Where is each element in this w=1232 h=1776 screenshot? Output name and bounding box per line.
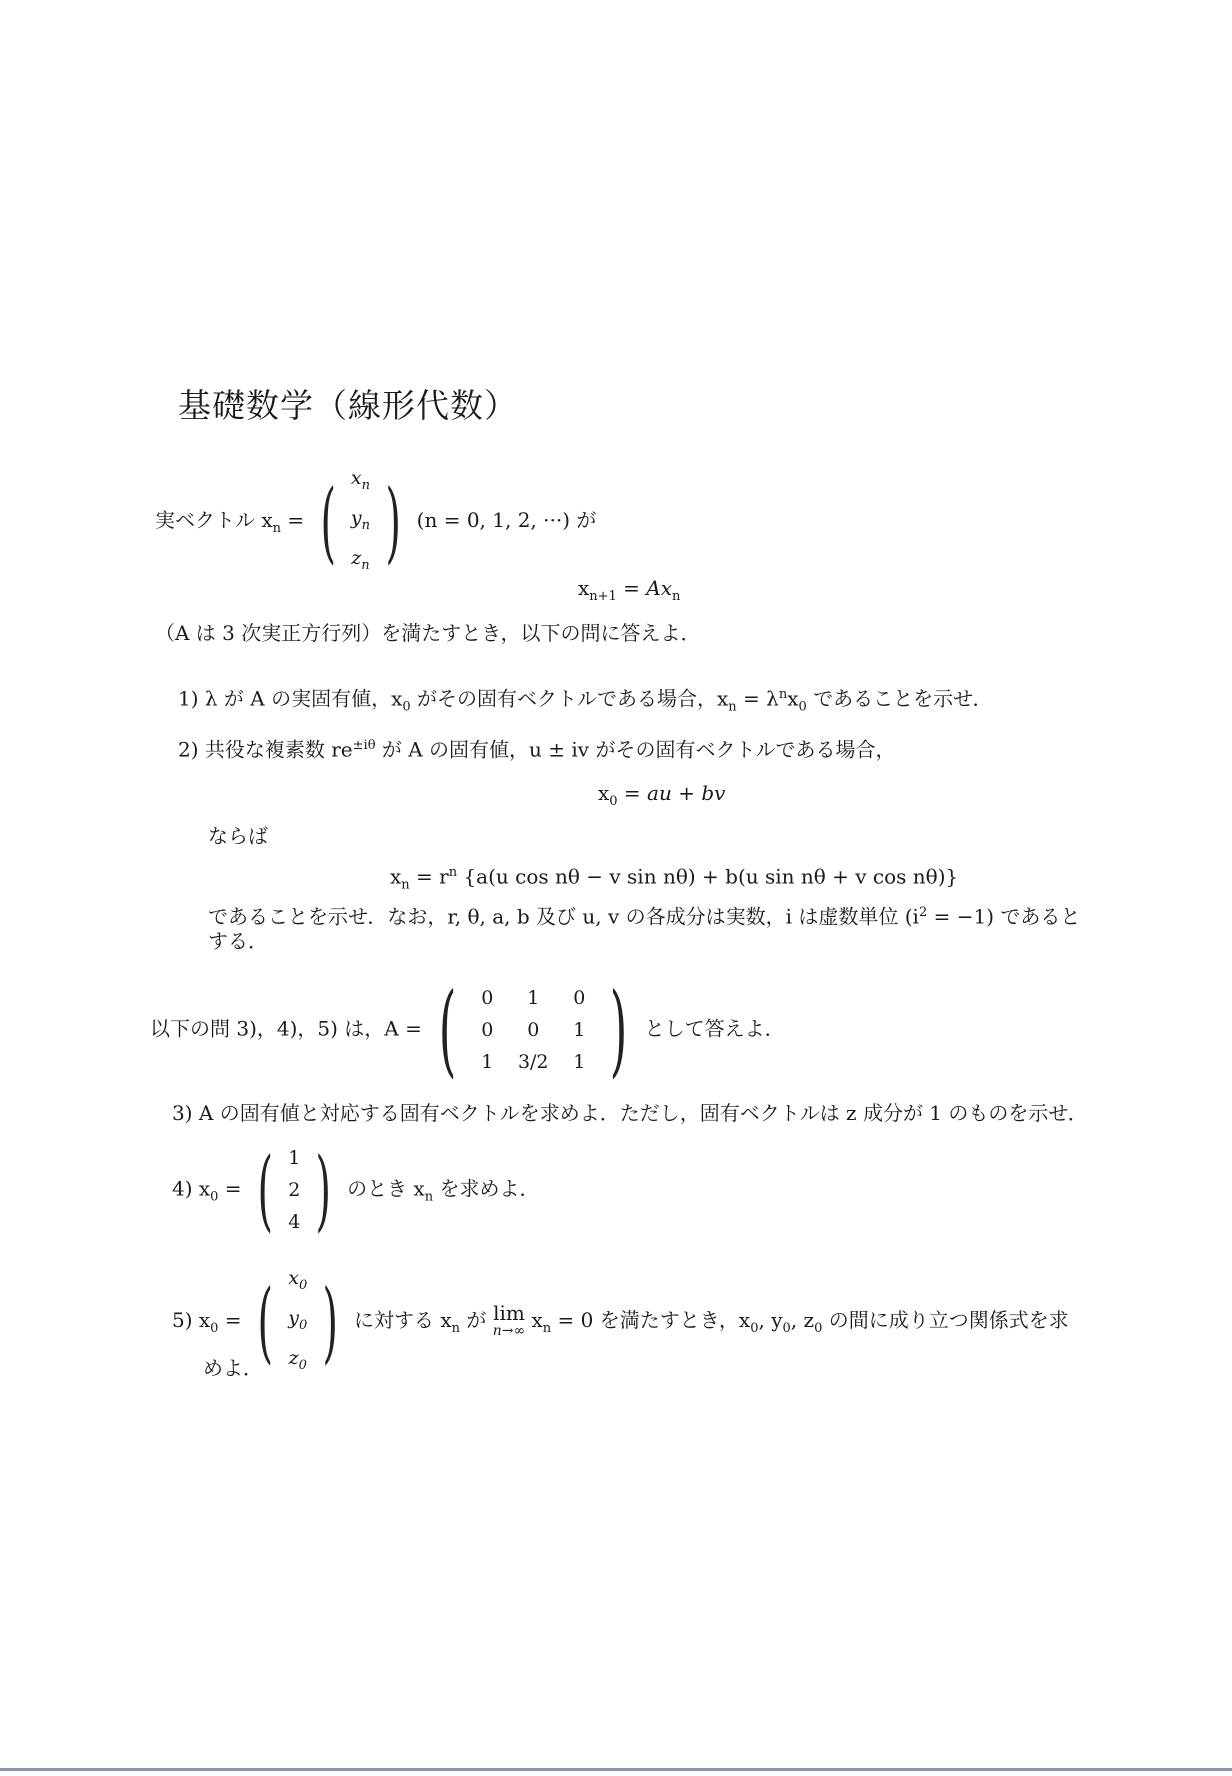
intro-prefix: 実ベクトル x — [155, 508, 273, 533]
question-1 — [178, 682, 993, 721]
matrix-cell: 0 — [573, 987, 586, 1009]
matrix-cell: 0 — [527, 1019, 540, 1041]
q3-text: A の固有値と対応する固有ベクトルを求めよ．ただし，固有ベクトルは z 成分が 1 のものを示せ． — [198, 1101, 1088, 1125]
q5-line2: めよ． — [203, 1356, 263, 1380]
vec-entry-sub: 0 — [299, 1317, 308, 1333]
question-5 — [172, 1262, 1069, 1381]
q1-sub0b: 0 — [798, 699, 807, 715]
q5-num: 5) — [172, 1308, 193, 1333]
rec-sub: n+1 — [589, 589, 617, 604]
vec-z-sub: n — [361, 557, 370, 573]
q5-s2: 0 — [814, 1321, 823, 1337]
q5-s1: 0 — [782, 1321, 791, 1337]
rec-x: x — [578, 576, 590, 600]
q4-num: 4) — [172, 1176, 193, 1201]
q5-lhs: x — [198, 1308, 211, 1333]
q2-line1-sup: 2 — [918, 905, 928, 920]
lim-sub: n→∞ — [492, 1322, 526, 1339]
q1-sub0: 0 — [402, 699, 411, 715]
vec-entry: z — [288, 1346, 299, 1369]
q1-text: λ が A の実固有値，x — [204, 686, 403, 711]
q2-eq2-rest: {a(u cos nθ − v sin nθ) + b(u sin nθ + v cos nθ)} — [457, 864, 959, 889]
matrix-cell: 1 — [573, 1019, 586, 1041]
q5-text2: が — [460, 1308, 493, 1333]
intro-condition: （A は 3 次実正方行列）を満たすとき，以下の問に答えよ． — [155, 621, 701, 645]
matrix-cell: 0 — [481, 1019, 494, 1041]
vec-entry: 4 — [288, 1211, 301, 1233]
lim-text: lim — [493, 1300, 525, 1325]
vec-entry-sub: 0 — [298, 1357, 307, 1373]
vec-y: y — [350, 506, 362, 529]
q5-text4: = 0 を満たすとき，x — [551, 1308, 751, 1333]
vector-xn: ( $x_n$ $y_n$ $z_n$ ) — [319, 467, 401, 574]
page-title: 基礎数学（線形代数） — [178, 386, 518, 425]
q2-eq1-lhs: x — [598, 781, 610, 805]
q5-s0: 0 — [750, 1321, 759, 1337]
q4-text-end: を求めよ． — [433, 1176, 540, 1201]
q5-text3-sub: n — [542, 1321, 552, 1337]
vec-x-sub: n — [361, 477, 370, 493]
matrix-a: ( 0 1 0 0 0 1 1 3/2 1 ) — [438, 971, 628, 1088]
rec-rhs-sub: n — [672, 589, 681, 604]
matrix-intro-prefix: 以下の問 3)，4)，5) は，A = — [150, 1016, 422, 1041]
q2-line1-text: であることを示せ．なお，r, θ, a, b 及び u, v の各成分は実数，i は虚数単位 (i — [208, 904, 919, 929]
scan-edge-line — [0, 1768, 1232, 1771]
limit-operator — [492, 1300, 526, 1340]
matrix-cell: 0 — [481, 987, 494, 1009]
matrix-cell: 1 — [527, 987, 540, 1009]
q5-eq: = — [218, 1308, 242, 1333]
vec-entry: 2 — [288, 1179, 301, 1201]
vec-entry-sub: 0 — [299, 1277, 308, 1293]
q5-lhs-sub: 0 — [210, 1321, 219, 1337]
q4-text-sub: n — [424, 1189, 434, 1205]
q5-c1: , y — [758, 1308, 783, 1333]
q1-text3: = λ — [736, 686, 779, 711]
matrix-intro — [150, 971, 785, 1088]
q1-subn: n — [728, 699, 737, 715]
q4-text: のとき x — [347, 1176, 425, 1201]
q2-eq2-sup: n — [448, 865, 458, 880]
intro-prefix-sub: n — [272, 521, 282, 537]
vec-x: x — [350, 467, 362, 489]
q2-eq1-rhs: = au + bv — [617, 781, 726, 805]
q1-text5: であることを示せ． — [806, 686, 993, 711]
q2-num: 2) — [178, 737, 199, 762]
intro-eq: = — [281, 508, 305, 533]
vector-x0-q5: ( $x_0$ $y_0$ $z_0$ ) — [257, 1267, 339, 1374]
vec-entry: y — [288, 1306, 300, 1329]
intro-range: (n = 0, 1, 2, ···) が — [416, 508, 597, 533]
question-4 — [172, 1138, 540, 1242]
q2-eq2-lhs: x — [390, 864, 402, 889]
question-3 — [172, 1100, 1088, 1126]
q5-text: に対する x — [354, 1308, 452, 1333]
q4-lhs: x — [198, 1176, 211, 1201]
q5-text5: の間に成り立つ関係式を求 — [822, 1308, 1069, 1333]
recurrence-eq — [578, 575, 680, 610]
vec-y-sub: n — [361, 517, 370, 533]
vec-entry: x — [288, 1267, 299, 1289]
q1-text4: x — [787, 686, 799, 711]
q5-text-sub: n — [451, 1321, 461, 1337]
intro-line — [155, 462, 596, 581]
vec-z: z — [351, 546, 362, 569]
q4-eq: = — [218, 1176, 242, 1201]
q1-text2: がその固有ベクトルである場合，x — [410, 686, 729, 711]
q5-c2: , z — [790, 1308, 815, 1333]
q2-eq2 — [390, 860, 958, 899]
q2-eq1-sub: 0 — [609, 794, 618, 809]
matrix-cell: 1 — [481, 1051, 494, 1073]
q2-line1 — [208, 900, 1080, 930]
vector-x0-q4: ( 1 2 4 ) — [257, 1138, 332, 1242]
q2-line2: する． — [208, 929, 268, 953]
q2-eq1 — [598, 780, 725, 815]
matrix-cell: 1 — [573, 1051, 586, 1073]
matrix-cell: 3/2 — [517, 1051, 549, 1073]
matrix-intro-suffix: として答えよ． — [644, 1016, 785, 1041]
question-2 — [178, 733, 895, 763]
q4-lhs-sub: 0 — [210, 1189, 219, 1205]
q2-eq2-rhs: = r — [409, 864, 449, 889]
q2-sup: ±iθ — [352, 738, 376, 753]
q2-eq2-sub: n — [401, 877, 410, 893]
q5-text3: x — [525, 1308, 543, 1333]
q3-num: 3) — [172, 1101, 193, 1125]
vec-entry: 1 — [288, 1147, 301, 1169]
q2-text2: が A の固有値，u ± iv がその固有ベクトルである場合， — [375, 737, 896, 762]
q1-sup: n — [778, 687, 788, 702]
q2-line1-end: = −1) であると — [927, 904, 1081, 929]
q2-text: 共役な複素数 re — [204, 737, 353, 762]
q1-num: 1) — [178, 686, 199, 711]
rec-rhs: = Ax — [616, 576, 673, 600]
q2-naraba: ならば — [208, 824, 268, 848]
